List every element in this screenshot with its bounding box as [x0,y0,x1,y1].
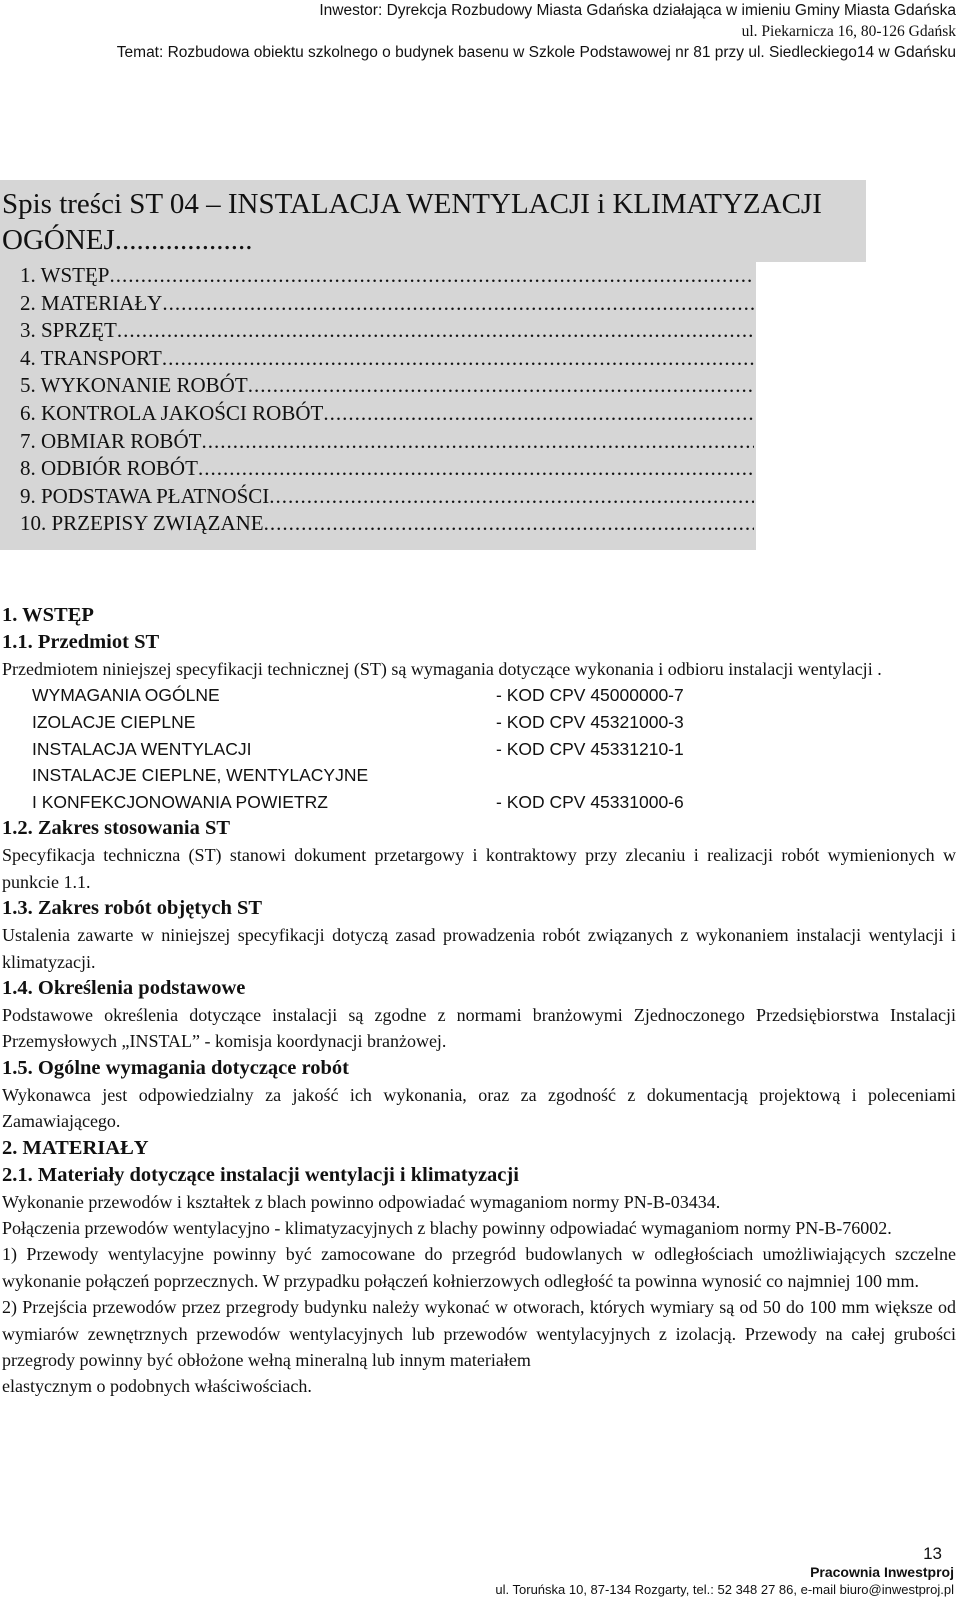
toc-list [20,262,754,538]
toc-item-label: 8. ODBIÓR ROBÓT [20,456,198,481]
cpv-name: WYMAGANIA OGÓLNE [32,685,220,706]
toc-item[interactable] [20,455,754,483]
toc-leader-dots [201,428,754,456]
toc-leader-dots [269,483,754,511]
toc-leader-dots [248,372,754,400]
toc-leader-dots [109,262,754,290]
paragraph: Ustalenia zawarte w niniejszej specyfikacji dotyczą zasad prowadzenia robót związanych z wykonaniem instalacji wentylacji i klimatyzacji. [2,925,956,972]
subsection-heading: 1.5. Ogólne wymagania dotyczące robót [2,1056,349,1079]
cpv-name: IZOLACJE CIEPLNE [32,712,196,732]
cpv-row [2,682,956,709]
header-topic: Temat: Rozbudowa obiektu szkolnego o budynek basenu w Szkole Podstawowej nr 81 przy ul. Siedleckiego14 w Gdańsku [116,44,956,61]
paragraph: Przedmiotem niniejszej specyfikacji technicznej (ST) są wymagania dotyczące wykonania i odbioru instalacji wentylacji . [2,659,882,679]
cpv-name: I KONFEKCJONOWANIA POWIETRZ [32,791,328,812]
toc-item[interactable] [20,510,754,538]
toc-item-label: 5. WYKONANIE ROBÓT [20,373,248,398]
toc-item-label: 10. PRZEPISY ZWIĄZANE [20,511,264,536]
cpv-code: - KOD CPV 45331000-6 [496,791,684,812]
toc-item[interactable] [20,483,754,511]
document-body [2,602,956,1400]
subsection-heading: 1.2. Zakres stosowania ST [2,817,231,840]
toc-item-label: 6. KONTROLA JAKOŚCI ROBÓT [20,400,324,425]
cpv-code: - KOD CPV 45321000-3 [496,712,684,732]
page-header [117,0,956,63]
subsection-heading: 1.1. Przedmiot ST [2,631,160,653]
paragraph: Wykonanie przewodów i kształtek z blach powinno odpowiadać wymaganiom normy PN-B-03434. [2,1191,721,1212]
paragraph: Specyfikacja techniczna (ST) stanowi dokument przetargowy i kontraktowy przy zlecaniu i realizacji robót wymienionych w punkcie 1.1. [2,845,956,892]
toc-item[interactable] [20,400,754,428]
footer-company: Pracownia Inwestproj [810,1564,954,1580]
paragraph: Wykonawca jest odpowiedzialny za jakość ich wykonania, oraz za zgodność z dokumentacją projektową i poleceniami Zamawiającego. [2,1084,956,1132]
cpv-row [2,736,956,763]
section-heading: 2. MATERIAŁY [2,1136,149,1159]
toc-leader-dots [323,400,754,428]
subsection-heading: 2.1. Materiały dotyczące instalacji wentylacji i klimatyzacji [2,1163,519,1186]
header-investor: Inwestor: Dyrekcja Rozbudowy Miasta Gdańska działająca w imieniu Gminy Miasta Gdańska [319,2,956,19]
page-number: 13 [923,1544,942,1563]
toc-item-label: 4. TRANSPORT [20,345,162,370]
cpv-multi-entry [2,762,956,815]
toc-item-label: 7. OBMIAR ROBÓT [20,428,202,453]
toc-item-label: 1. WSTĘP [20,263,110,287]
cpv-name: INSTALACJA WENTYLACJI [32,738,252,759]
cpv-code: - KOD CPV 45331210-1 [496,738,684,759]
toc-title-dots: ................... [114,224,253,256]
toc-leader-dots [198,455,754,483]
paragraph: 2) Przejścia przewodów przez przegrody budynku należy wykonać w otworach, których wymiary są od 50 do 100 mm większe od wymiarów zewnętrznych przewodów wentylacyjnych lub przewodów wentylacyjnych z izolacją. Przewody na całej grubości przegrody powinny być obłożone wełną mineralną lub innym materiałem [2,1297,956,1371]
subsection-heading: 1.4. Określenia podstawowe [2,977,246,999]
toc-item[interactable] [20,262,754,290]
header-address: ul. Piekarnicza 16, 80-126 Gdańsk [741,23,956,40]
paragraph: Podstawowe określenia dotyczące instalacji są zgodne z normami branżowymi Zjednoczonego Przedsiębiorstwa Instalacji Przemysłowych „INSTAL” - komisja koordynacji branżowej. [2,1005,956,1052]
toc-title-text: Spis treści ST 04 – INSTALACJA WENTYLACJI i KLIMATYZACJI OGÓNEJ [2,188,822,256]
toc-item-label: 3. SPRZĘT [20,318,117,343]
toc-leader-dots [162,290,754,318]
toc-item[interactable] [20,317,754,345]
toc-item[interactable] [20,428,754,456]
cpv-code: - KOD CPV 45000000-7 [496,685,684,706]
toc-item[interactable] [20,372,754,400]
paragraph: Połączenia przewodów wentylacyjno - klimatyzacyjnych z blachy powinny odpowiadać wymaganiom normy PN-B-76002. [2,1218,892,1239]
toc-title [2,186,864,258]
paragraph: 1) Przewody wentylacyjne powinny być zamocowane do przegród budowlanych w odległościach umożliwiających szczelne wykonanie połączeń poprzecznych. W przypadku połączeń kołnierzowych odległość ta powinna wynosić co najmniej 100 mm. [2,1244,956,1291]
toc-leader-dots [117,317,754,345]
cpv-name: INSTALACJE CIEPLNE, WENTYLACYJNE [32,765,369,786]
subsection-heading: 1.3. Zakres robót objętych ST [2,897,263,920]
section-heading: 1. WSTĘP [2,604,94,626]
toc-leader-dots [162,345,754,373]
paragraph: elastycznym o podobnych właściwościach. [2,1376,312,1397]
toc-item[interactable] [20,345,754,373]
footer-contact: ul. Toruńska 10, 87-134 Rozgarty, tel.: 52 348 27 86, e-mail biuro@inwestproj.pl [495,1582,954,1597]
toc-leader-dots [264,510,754,538]
cpv-row [2,709,956,736]
cpv-code-list [2,682,956,762]
toc-item[interactable] [20,290,754,318]
toc-item-label: 9. PODSTAWA PŁATNOŚCI [20,483,270,508]
toc-item-label: 2. MATERIAŁY [20,290,163,315]
